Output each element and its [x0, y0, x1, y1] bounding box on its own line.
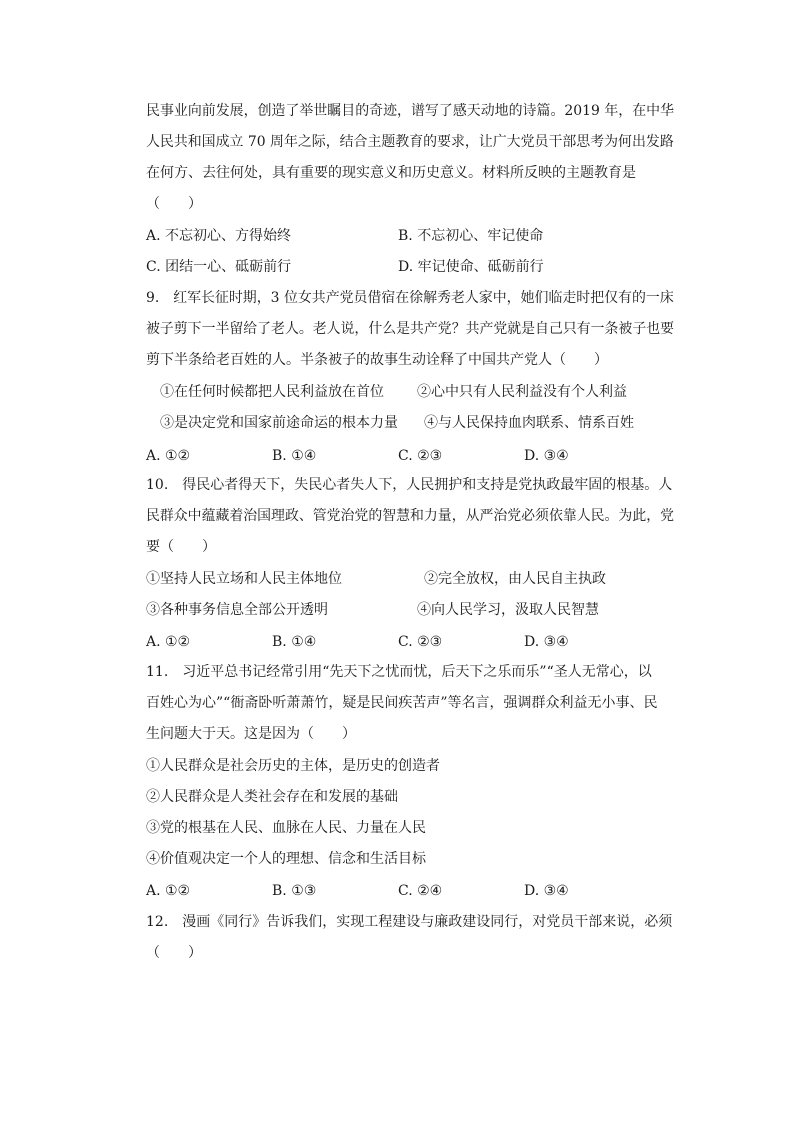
q9-line-2: 被子剪下一半留给了老人。老人说，什么是共产党？共产党就是自己只有一条被子也要: [146, 321, 675, 337]
q11-statement-4: ④价值观决定一个人的理想、信念和生活目标: [146, 851, 426, 867]
q10-line-3: 要（ ）: [146, 539, 216, 555]
q11-line-2: 百姓心为心”“衙斋卧听萧萧竹，疑是民间疾苦声”等名言，强调群众利益无小事、民: [146, 695, 658, 711]
q11-option-a: A. ①②: [146, 883, 191, 899]
q9-option-b: B. ①④: [272, 448, 317, 464]
q11-statement-2: ②人民群众是人类社会存在和发展的基础: [146, 789, 398, 805]
q10-statement-2: ②完全放权，由人民自主执政: [424, 571, 606, 587]
q10-line-1: 10. 得民心者得天下，失民心者失人下，人民拥护和支持是党执政最牢固的根基。人: [146, 477, 673, 493]
q8-line-1: 民事业向前发展，创造了举世瞩目的奇迹，谱写了感天动地的诗篇。2019 年，在中华: [146, 103, 675, 119]
q10-statement-4: ④向人民学习，汲取人民智慧: [417, 602, 599, 618]
q12-line-1: 12. 漫画《同行》告诉我们，实现工程建设与廉政建设同行，对党员干部来说，必须: [146, 914, 673, 930]
q12-answer-paren: （ ）: [146, 945, 202, 961]
q9-option-a: A. ①②: [146, 448, 191, 464]
q10-option-a: A. ①②: [146, 634, 191, 650]
q9-statement-4: ④与人民保持血肉联系、情系百姓: [424, 415, 634, 431]
q10-option-d: D. ③④: [524, 634, 569, 650]
q8-option-d: D. 牢记使命、砥砺前行: [398, 259, 544, 275]
q11-option-d: D. ③④: [524, 883, 569, 899]
q9-line-1: 9. 红军长征时期，3 位女共产党员借宿在徐解秀老人家中，她们临走时把仅有的一床: [146, 290, 674, 306]
q11-line-3: 生问题大于天。这是因为（ ）: [146, 726, 356, 742]
q9-statement-1: ①在任何时候都把人民利益放在首位: [160, 384, 384, 400]
q11-statement-3: ③党的根基在人民、血脉在人民、力量在人民: [146, 820, 426, 836]
q8-line-2: 人民共和国成立 70 周年之际，结合主题教育的要求，让广大党员干部思考为何出发路: [146, 134, 674, 150]
q10-statement-3: ③各种事务信息全部公开透明: [146, 602, 328, 618]
q9-option-c: C. ②③: [398, 448, 443, 464]
q10-option-b: B. ①④: [272, 634, 317, 650]
q11-line-1: 11. 习近平总书记经常引用“先天下之忧而忧，后天下之乐而乐”“圣人无常心，以: [146, 664, 652, 680]
q11-statement-1: ①人民群众是社会历史的主体，是历史的创造者: [146, 758, 440, 774]
q8-line-3: 在何方、去往何处，具有重要的现实意义和历史意义。材料所反映的主题教育是: [146, 165, 636, 181]
q8-option-c: C. 团结一心、砥砺前行: [146, 259, 292, 275]
q10-statement-1: ①坚持人民立场和人民主体地位: [146, 571, 342, 587]
q8-option-b: B. 不忘初心、牢记使命: [398, 228, 544, 244]
q9-statement-2: ②心中只有人民利益没有个人利益: [417, 384, 627, 400]
q10-option-c: C. ②③: [398, 634, 443, 650]
q9-statement-3: ③是决定党和国家前途命运的根本力量: [160, 415, 398, 431]
q8-option-a: A. 不忘初心、方得始终: [146, 228, 292, 244]
q11-option-c: C. ②④: [398, 883, 443, 899]
q9-option-d: D. ③④: [524, 448, 569, 464]
q8-answer-paren: （ ）: [146, 196, 202, 212]
q11-option-b: B. ①③: [272, 883, 317, 899]
q9-line-3: 剪下半条给老百姓的人。半条被子的故事生动诠释了中国共产党人（ ）: [146, 352, 608, 368]
q10-line-2: 民群众中蕴藏着治国理政、管党治党的智慧和力量，从严治党必须依靠人民。为此，党: [146, 508, 675, 524]
